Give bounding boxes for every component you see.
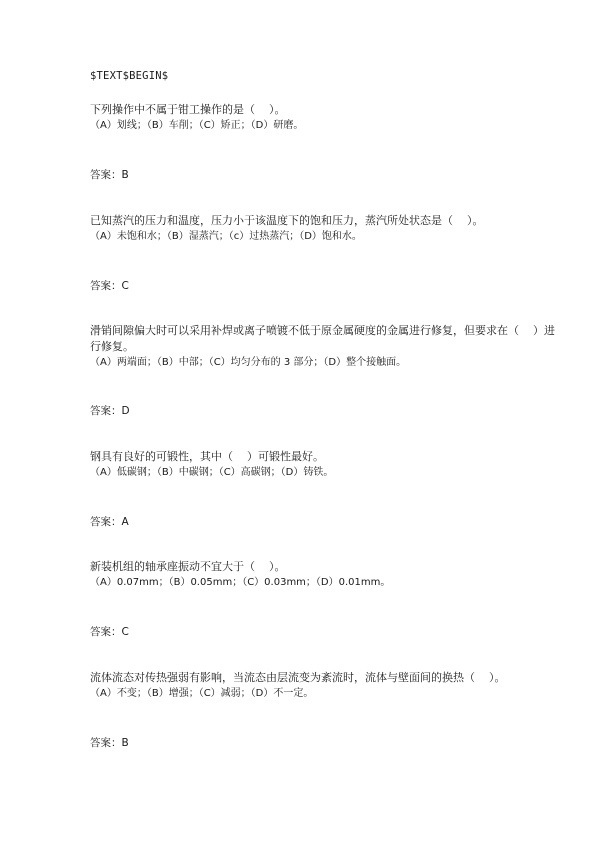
question-4 [90, 449, 560, 481]
question-stem: 钢具有良好的可锻性，其中（ ）可锻性最好。 [90, 450, 324, 463]
question-options: （A）未饱和水；（B）湿蒸汽；（c）过热蒸汽；（D）饱和水。 [90, 231, 362, 242]
question-3 [90, 323, 560, 371]
question-options: （A）低碳钢；（B）中碳钢；（C）高碳钢；（D）铸铁。 [90, 467, 334, 478]
answer-2: 答案：C [90, 280, 129, 292]
question-options: （A）两端面；（B）中部；（C）均匀分布的 3 部分；（D）整个接触面。 [90, 357, 407, 368]
question-6 [90, 670, 560, 702]
question-stem: 流体流态对传热强弱有影响，当流态由层流变为紊流时，流体与壁面间的换热（ ）。 [90, 671, 506, 684]
answer-5: 答案：C [90, 626, 129, 638]
question-options: （A）划线；（B）车削；（C）矫正；（D）研磨。 [90, 120, 304, 131]
answer-3: 答案：D [90, 405, 130, 417]
answer-1: 答案：B [90, 169, 129, 181]
question-1 [90, 102, 560, 134]
question-5 [90, 559, 560, 591]
text-begin-marker: $TEXT$BEGIN$ [90, 70, 169, 82]
answer-6: 答案：B [90, 737, 129, 749]
document-page [90, 0, 580, 848]
question-stem: 下列操作中不属于钳工操作的是（ ）。 [90, 103, 286, 116]
answer-4: 答案：A [90, 516, 129, 528]
question-options: （A）不变；（B）增强；（C）减弱；（D）不一定。 [90, 688, 314, 699]
question-stem: 滑销间隙偏大时可以采用补焊或离子喷镀不低于原金属硬度的金属进行修复，但要求在（ ）进行修复。 [90, 324, 555, 353]
question-stem: 已知蒸汽的压力和温度，压力小于该温度下的饱和压力，蒸汽所处状态是（ ）。 [90, 214, 484, 227]
question-2 [90, 213, 560, 245]
question-options: （A）0.07mm；（B）0.05mm；（C）0.03mm；（D）0.01mm。 [90, 577, 391, 588]
question-stem: 新装机组的轴承座振动不宜大于（ ）。 [90, 560, 286, 573]
